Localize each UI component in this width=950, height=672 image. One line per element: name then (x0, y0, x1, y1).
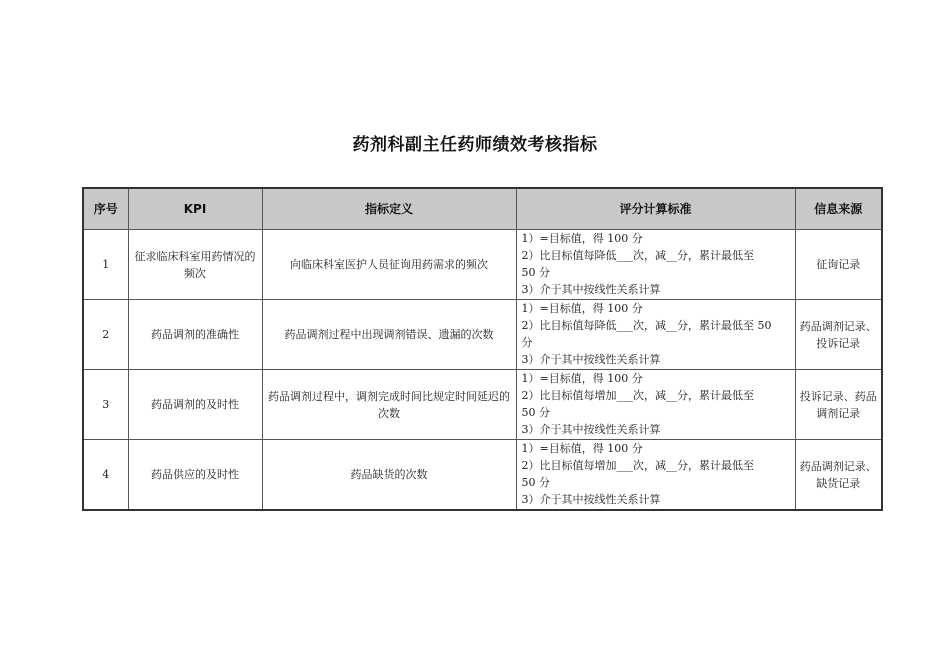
header-kpi: KPI (128, 188, 262, 230)
row-source: 征询记录 (795, 230, 882, 300)
row-no: 4 (83, 440, 128, 511)
row-definition: 药品缺货的次数 (262, 440, 516, 511)
row-definition: 药品调剂过程中出现调剂错误、遗漏的次数 (262, 300, 516, 370)
criteria-line: 3）介于其中按线性关系计算 (521, 493, 661, 506)
criteria-line: 2）比目标值每增加___次，减__分，累计最低至 (521, 389, 754, 402)
header-row (83, 188, 882, 230)
criteria-line: 3）介于其中按线性关系计算 (521, 283, 661, 296)
table-row (83, 440, 882, 511)
criteria-line: 50 分 (521, 266, 550, 279)
row-no: 3 (83, 370, 128, 440)
criteria-line: 50 分 (521, 476, 550, 489)
table-row (83, 300, 882, 370)
row-kpi: 药品调剂的及时性 (128, 370, 262, 440)
row-source: 药品调剂记录、缺货记录 (795, 440, 882, 511)
criteria-line: 2）比目标值每降低___次，减__分，累计最低至 (521, 249, 754, 262)
criteria-line: 1）=目标值，得 100 分 (521, 442, 643, 455)
header-source: 信息来源 (795, 188, 882, 230)
row-definition: 向临床科室医护人员征询用药需求的频次 (262, 230, 516, 300)
row-criteria (516, 300, 795, 370)
row-definition: 药品调剂过程中，调剂完成时间比规定时间延迟的次数 (262, 370, 516, 440)
table-row (83, 370, 882, 440)
row-no: 1 (83, 230, 128, 300)
page-title: 药剂科副主任药师绩效考核指标 (352, 135, 598, 155)
criteria-line: 2）比目标值每降低___次，减__分，累计最低至 50 (521, 319, 772, 332)
criteria-line: 1）=目标值，得 100 分 (521, 372, 643, 385)
criteria-line: 1）=目标值，得 100 分 (521, 302, 643, 315)
criteria-line: 2）比目标值每增加___次，减__分，累计最低至 (521, 459, 754, 472)
kpi-table (82, 187, 883, 511)
row-source: 药品调剂记录、投诉记录 (795, 300, 882, 370)
row-criteria (516, 230, 795, 300)
criteria-line: 1）=目标值，得 100 分 (521, 232, 643, 245)
criteria-line: 3）介于其中按线性关系计算 (521, 423, 661, 436)
table-row (83, 230, 882, 300)
row-criteria (516, 440, 795, 511)
row-no: 2 (83, 300, 128, 370)
criteria-line: 3）介于其中按线性关系计算 (521, 353, 661, 366)
header-criteria: 评分计算标准 (516, 188, 795, 230)
row-kpi: 药品供应的及时性 (128, 440, 262, 511)
criteria-line: 分 (521, 336, 533, 349)
row-kpi: 征求临床科室用药情况的频次 (128, 230, 262, 300)
header-no: 序号 (83, 188, 128, 230)
header-definition: 指标定义 (262, 188, 516, 230)
row-criteria (516, 370, 795, 440)
row-kpi: 药品调剂的准确性 (128, 300, 262, 370)
row-source: 投诉记录、药品调剂记录 (795, 370, 882, 440)
criteria-line: 50 分 (521, 406, 550, 419)
